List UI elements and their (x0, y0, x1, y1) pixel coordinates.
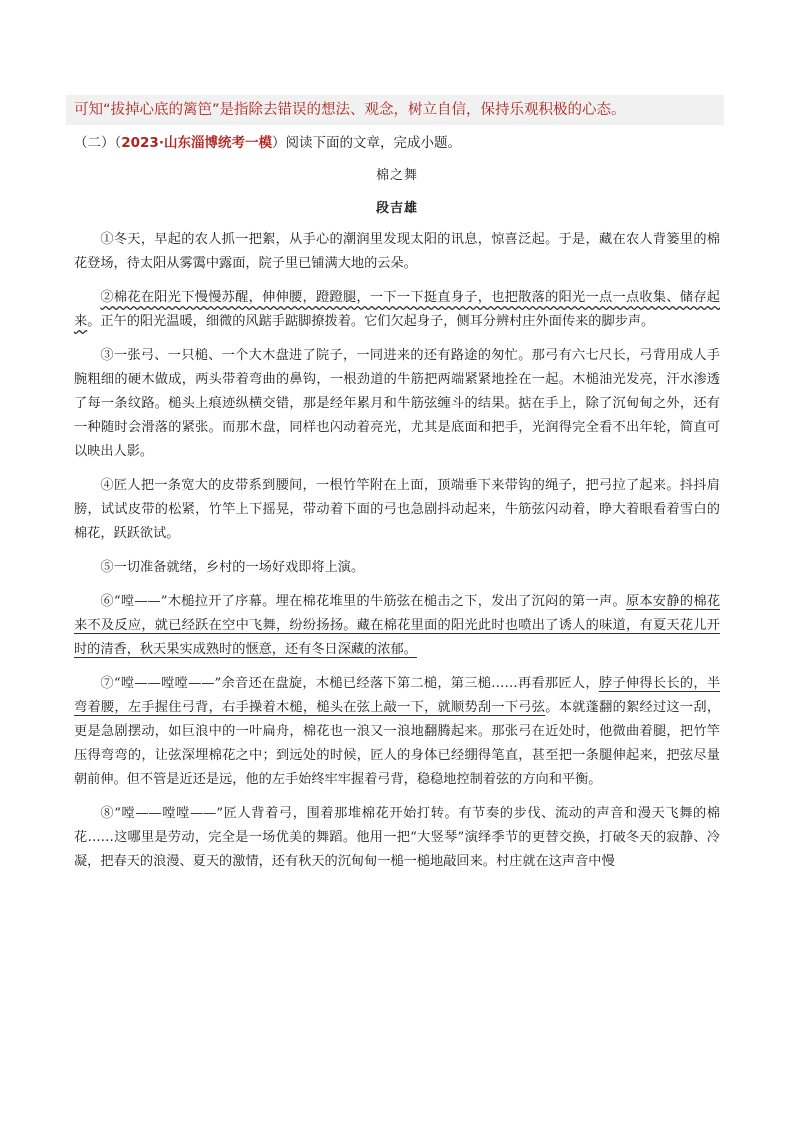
paragraph-2 (74, 286, 720, 334)
paragraph-7-lead: ⑦“嘡——嘡嘡——”余音还在盘旋，木槌已经落下第二槌，第三槌……再看那匠人， (100, 676, 599, 691)
paragraph-1: ①冬天，早起的农人抓一把絮，从手心的潮润里发现太阳的讯息，惊喜泛起。于是，藏在农人背篓里的棉花登场，待太阳从雾霭中露面，院子里已铺满大地的云朵。 (74, 232, 720, 271)
answer-banner: 可知“拔掉心底的篱笆”是指除去错误的想法、观念，树立自信，保持乐观积极的心态。 (66, 95, 724, 125)
paragraph-4: ④匠人把一条宽大的皮带系到腰间，一根竹竿附在上面，顶端垂下来带钩的绳子，把弓拉了起来。抖抖肩膀，试试皮带的松紧，竹竿上下摇晃，带动着下面的弓也急剧抖动起来，牛筋弦闪动着，睁大着眼看着雪白的棉花，跃跃欲试。 (74, 478, 720, 541)
article-title: 棉之舞 (375, 168, 418, 183)
paragraph-6-lead: ⑥“嘡——”木槌拉开了序幕。埋在棉花堆里的牛筋弦在槌击之下，发出了沉闷的第一声。 (100, 594, 626, 609)
section-intro (74, 132, 724, 154)
intro-suffix: ）阅读下面的文章，完成小题。 (271, 135, 461, 151)
intro-prefix: （二）（ (74, 135, 122, 151)
exam-source: 2023·山东淄博统考一模 (121, 135, 272, 151)
paragraph-7 (74, 672, 720, 792)
paragraph-8: ⑧“嘡——嘡嘡——”匠人背着弓，围着那堆棉花开始打转。有节奏的步伐、流动的声音和漫天飞舞的棉花……这哪里是劳动，完全是一场优美的舞蹈。他用一把“大竖琴”演绎季节的更替交换，打破冬天的寂静、冷凝，把春天的浪漫、夏天的激情，还有秋天的沉甸甸一槌一槌地敲回来。村庄就在这声音中慢 (74, 806, 720, 869)
paragraph-5: ⑤一切准备就绪，乡村的一场好戏即将上演。 (100, 560, 365, 575)
paragraph-3: ③一张弓、一只槌、一个大木盘进了院子，一同进来的还有路途的匆忙。那弓有六七尺长，弓背用成人手腕粗细的硬木做成，两头带着弯曲的鼻钩，一根劲道的牛筋把两端紧紧地拴在一起。木槌油光发亮，汗水渗透了每一条纹路。槌头上痕迹纵横交错，那是经年累月和牛筋弦缠斗的结果。掂在手上，除了沉甸甸之外，还有一种随时会滑落的紧张。而那木盘，同样也闪动着亮光，尤其是底面和把手，光润得完全看不出年轮，简直可以映出人影。 (74, 348, 720, 459)
wavy-underlined-sentence: ②棉花在阳光下慢慢苏醒，伸伸腰，蹬蹬腿，一下一下挺直身子，也把散落的阳光一点一点收集、储存起来 (74, 290, 720, 329)
underlined-sentence-6: 原本安静的棉花来不及反应，就已经跃在空中飞舞，纷纷扬扬。藏在棉花里面的阳光此时也喷出了诱人的味道，有夏天花儿开时的清香，秋天果实成熟时的惬意，还有冬日深藏的浓郁。 (74, 594, 721, 657)
underlined-sentence-7: 脖子伸得长长的，半弯着腰，左手握住弓背，右手操着木槌，槌头在弦上敲一下，就顺势刮一下弓弦 (74, 676, 721, 715)
article-body (74, 228, 720, 884)
paragraph-6 (74, 590, 720, 662)
paragraph-7-rest: 。本就蓬翻的絮经过这一刮，更是急剧摆动，如巨浪中的一叶扁舟，棉花也一浪又一浪地翻腾起来。那张弓在近处时，他微曲着腿，把竹竿压得弯弯的，让弦深埋棉花之中；到远处的时候，匠人的身体已经绷得笔直，甚至把一条腿伸起来，把弦尽量朝前伸。但不管是近还是远，他的左手始终牢牢握着弓背，稳稳地控制着弦的方向和平衡。 (74, 700, 721, 787)
article-author: 段吉雄 (375, 201, 418, 216)
paragraph-2-rest: 。正午的阳光温暖，细微的风踮手踮脚撩拨着。它们欠起身子，侧耳分辨村庄外面传来的脚步声。 (87, 314, 655, 329)
